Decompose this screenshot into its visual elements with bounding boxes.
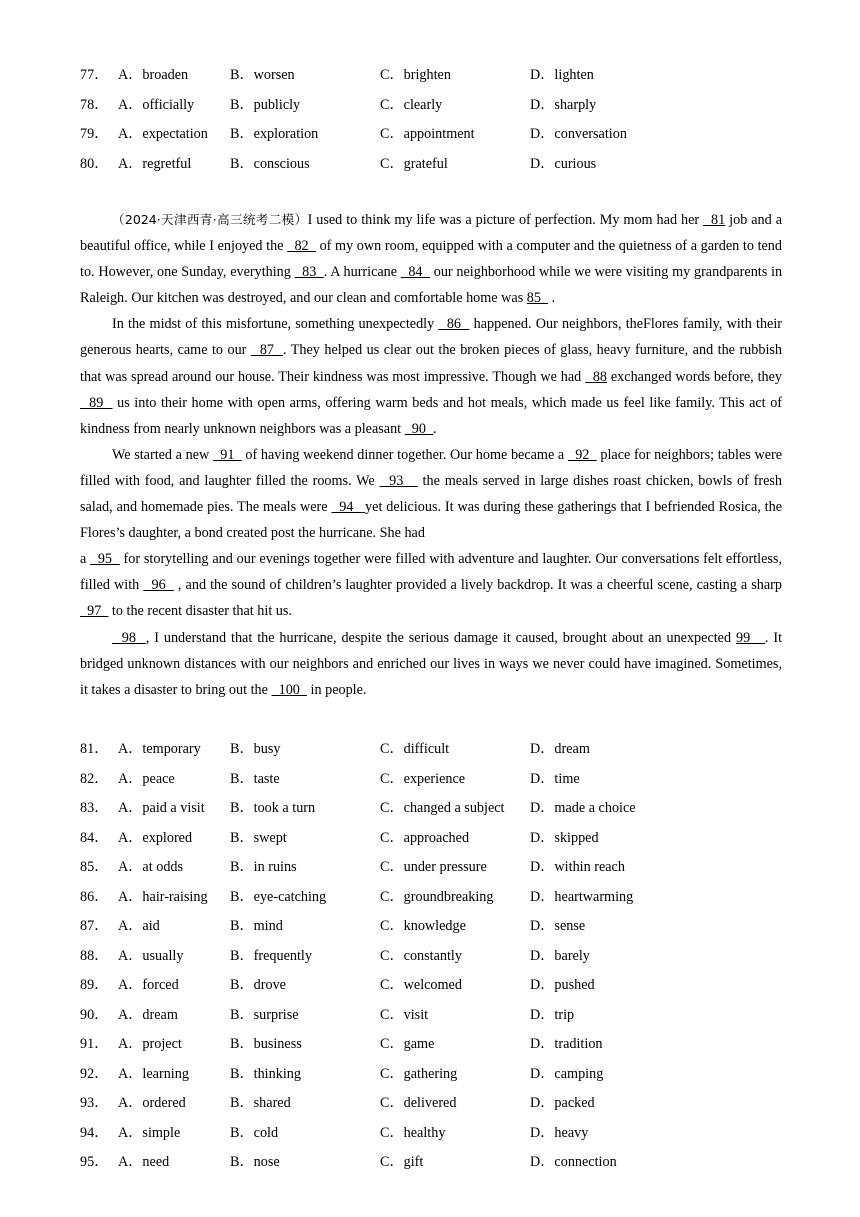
- question-options-row: [80, 1001, 780, 1031]
- cloze-passage: [80, 207, 782, 703]
- option-c: C．under pressure: [380, 859, 487, 875]
- text-run: I used to think my life was a picture of perfection. My mom had her: [307, 212, 704, 228]
- blank-93: 93: [379, 472, 418, 489]
- question-number: 89．: [80, 977, 109, 993]
- question-number: 87．: [80, 918, 109, 934]
- question-options-row: [80, 942, 780, 972]
- text-run: exchanged words before, they: [607, 368, 783, 385]
- text-run: us into their home with open arms, offering warm beds and hot meals, which made us feel like family. This act of kindness from nearly unknown neighbors was a pleasant: [80, 394, 783, 437]
- question-number: 81．: [80, 741, 109, 757]
- option-d: D．made a choice: [530, 800, 636, 816]
- option-c: C．experience: [380, 770, 466, 787]
- blank-85: 85: [526, 290, 549, 307]
- option-a: A．at odds: [118, 859, 184, 875]
- text-run: In the midst of this misfortune, something unexpectedly: [112, 316, 439, 333]
- options-top: [80, 61, 780, 179]
- question-options-row: [80, 971, 780, 1001]
- option-a: A．learning: [118, 1065, 189, 1082]
- paragraph-3-continued: [80, 546, 782, 624]
- text-run: We started a new: [112, 446, 213, 463]
- question-options-row: [80, 853, 780, 883]
- option-b: B．nose: [230, 1154, 280, 1170]
- question-options-row: [80, 883, 780, 913]
- question-options-row: [80, 1030, 780, 1060]
- blank-89: 89: [80, 394, 113, 411]
- question-number: 91．: [80, 1036, 109, 1052]
- option-a: A．forced: [118, 977, 179, 993]
- option-b: B．took a turn: [230, 800, 316, 816]
- option-a: A．broaden: [118, 67, 189, 83]
- text-run: our neighborhood while we were visiting my grandparents in Raleigh. Our kitchen was destroyed, and our clean and comfortable home was: [80, 264, 783, 307]
- question-options-row: [80, 1119, 780, 1149]
- text-run: yet delicious. It was during these gatherings that I befriended Rosica, the Flores’s daughter, a bond created post the hurricane. She had: [80, 499, 782, 542]
- option-d: D．sense: [530, 918, 586, 934]
- blank-99: 99: [735, 629, 765, 646]
- option-d: D．heartwarming: [530, 888, 634, 905]
- question-options-row: [80, 61, 780, 91]
- question-options-row: [80, 120, 780, 150]
- question-number: 90．: [80, 1006, 109, 1023]
- option-c: C．groundbreaking: [380, 888, 494, 905]
- option-d: D．trip: [530, 1006, 575, 1023]
- text-run: , I understand that the hurricane, despite the serious damage it caused, brought about an unexpected: [145, 629, 736, 646]
- option-a: A．expectation: [118, 126, 208, 142]
- question-number: 94．: [80, 1124, 109, 1141]
- option-b: B．exploration: [230, 126, 319, 142]
- text-run: . It bridged unknown distances with our neighbors and enriched our lives in ways we never could have imagined. Sometimes, it takes a disaster to bring out the: [80, 629, 783, 698]
- text-run: to the recent disaster that hit us.: [108, 603, 292, 620]
- text-run: .: [433, 420, 437, 437]
- option-a: A．dream: [118, 1006, 178, 1023]
- text-run: place for neighbors; tables were filled with food, and laughter filled the rooms. We: [80, 446, 783, 489]
- option-a: A．simple: [118, 1124, 181, 1141]
- text-run: . They helped us clear out the broken pieces of glass, heavy furniture, and the rubbish that was spread around our house. Their kindness was most impressive. Though we had: [80, 342, 783, 385]
- option-c: C．approached: [380, 829, 470, 846]
- question-number: 82．: [80, 770, 109, 787]
- option-d: D．barely: [530, 947, 590, 964]
- paragraph-3: [80, 442, 782, 546]
- source-label: （2024·天津西青·高三统考二模）: [112, 212, 308, 227]
- option-a: A．regretful: [118, 155, 192, 172]
- blank-97: 97: [80, 603, 109, 620]
- text-run: of having weekend dinner together. Our home became a: [241, 446, 568, 463]
- paragraph-2: [80, 311, 782, 441]
- question-options-row: [80, 824, 780, 854]
- text-run: . A hurricane: [323, 264, 401, 281]
- option-d: D．lighten: [530, 67, 594, 83]
- option-a: A．usually: [118, 947, 184, 964]
- blank-82: 82: [287, 238, 316, 255]
- option-c: C．difficult: [380, 741, 450, 757]
- paragraph-1: [80, 207, 782, 311]
- question-number: 83．: [80, 800, 109, 816]
- option-a: A．need: [118, 1154, 170, 1170]
- option-c: C．knowledge: [380, 918, 466, 934]
- question-options-row: [80, 1060, 780, 1090]
- option-c: C．visit: [380, 1006, 429, 1023]
- question-options-row: [80, 735, 780, 765]
- blank-87: 87: [250, 342, 283, 359]
- question-number: 92．: [80, 1065, 109, 1082]
- question-number: 88．: [80, 947, 109, 964]
- option-a: A．hair-raising: [118, 888, 208, 905]
- option-d: D．curious: [530, 155, 597, 172]
- option-d: D．pushed: [530, 977, 595, 993]
- option-c: C．game: [380, 1036, 435, 1052]
- option-b: B．busy: [230, 741, 281, 757]
- text-run: for storytelling and our evenings together were filled with adventure and laughter. Our conversations felt effortless, filled with: [80, 551, 782, 594]
- question-options-row: [80, 91, 780, 121]
- question-number: 77．: [80, 67, 109, 83]
- option-a: A．officially: [118, 96, 195, 113]
- text-run: the meals served in large dishes roast chicken, bowls of fresh salad, and homemade pies. The meals were: [80, 472, 782, 516]
- question-number: 86．: [80, 888, 109, 905]
- option-c: C．gift: [380, 1154, 424, 1170]
- blank-88: 88: [585, 368, 608, 385]
- option-a: A．aid: [118, 918, 160, 934]
- option-b: B．publicly: [230, 96, 301, 113]
- question-number: 80．: [80, 155, 109, 172]
- blank-92: 92: [567, 446, 597, 463]
- question-number: 78．: [80, 96, 109, 113]
- option-b: B．frequently: [230, 947, 312, 964]
- text-run: a: [80, 551, 91, 568]
- question-options-row: [80, 1089, 780, 1119]
- option-a: A．explored: [118, 829, 193, 846]
- option-c: C．welcomed: [380, 977, 462, 993]
- blank-86: 86: [438, 316, 470, 333]
- option-b: B．shared: [230, 1095, 291, 1111]
- question-number: 79．: [80, 126, 109, 142]
- option-d: D．conversation: [530, 126, 627, 142]
- option-c: C．healthy: [380, 1124, 446, 1141]
- option-b: B．mind: [230, 918, 283, 934]
- option-c: C．delivered: [380, 1095, 457, 1111]
- option-b: B．worsen: [230, 67, 295, 83]
- question-number: 93．: [80, 1095, 109, 1111]
- option-b: B．swept: [230, 829, 287, 846]
- option-b: B．thinking: [230, 1065, 301, 1082]
- option-c: C．changed a subject: [380, 800, 505, 816]
- question-options-row: [80, 150, 780, 180]
- option-b: B．eye-catching: [230, 888, 327, 905]
- option-c: C．appointment: [380, 126, 475, 142]
- option-d: D．connection: [530, 1154, 617, 1170]
- text-run: in people.: [306, 681, 367, 698]
- option-c: C．constantly: [380, 947, 462, 964]
- option-d: D．camping: [530, 1065, 604, 1082]
- blank-84: 84: [400, 264, 430, 281]
- blank-96: 96: [143, 577, 174, 594]
- option-b: B．drove: [230, 977, 286, 993]
- text-run: .: [548, 290, 556, 307]
- text-run: of my own room, equipped with a computer and the quietness of a garden to tend to. However, one Sunday, everything: [80, 238, 782, 281]
- blank-90: 90: [404, 420, 434, 437]
- blank-81: 81: [703, 212, 726, 228]
- option-d: D．dream: [530, 741, 590, 757]
- question-number: 85．: [80, 859, 109, 875]
- option-a: A．peace: [118, 770, 175, 787]
- blank-95: 95: [90, 551, 120, 568]
- option-b: B．in ruins: [230, 859, 297, 875]
- option-c: C．grateful: [380, 155, 448, 172]
- option-d: D．within reach: [530, 859, 625, 875]
- option-d: D．heavy: [530, 1124, 589, 1141]
- option-a: A．ordered: [118, 1095, 186, 1111]
- question-options-row: [80, 765, 780, 795]
- question-options-row: [80, 794, 780, 824]
- option-d: D．time: [530, 770, 580, 787]
- blank-91: 91: [212, 446, 242, 463]
- text-run: job and a beautiful office, while I enjoyed the: [80, 212, 783, 255]
- option-d: D．sharply: [530, 96, 597, 113]
- blank-100: 100: [271, 681, 307, 698]
- option-a: A．project: [118, 1036, 182, 1052]
- option-d: D．tradition: [530, 1036, 603, 1052]
- text-run: , and the sound of children’s laughter provided a lively backdrop. It was a cheerful scene, casting a sharp: [173, 577, 782, 594]
- option-c: C．clearly: [380, 96, 443, 113]
- blank-94: 94: [331, 499, 366, 516]
- option-c: C．gathering: [380, 1065, 458, 1082]
- option-d: D．packed: [530, 1095, 595, 1111]
- paragraph-4: [80, 625, 782, 703]
- question-options-row: [80, 1148, 780, 1178]
- option-a: A．paid a visit: [118, 800, 205, 816]
- option-a: A．temporary: [118, 741, 201, 757]
- option-c: C．brighten: [380, 67, 451, 83]
- blank-98: 98: [112, 629, 146, 646]
- text-run: happened. Our neighbors, theFlores family, with their generous hearts, came to our: [80, 316, 783, 359]
- question-number: 84．: [80, 829, 109, 846]
- options-bottom: [80, 735, 780, 1178]
- option-b: B．taste: [230, 770, 280, 787]
- option-b: B．conscious: [230, 155, 310, 172]
- question-number: 95．: [80, 1154, 109, 1170]
- option-b: B．surprise: [230, 1006, 299, 1023]
- question-options-row: [80, 912, 780, 942]
- option-b: B．cold: [230, 1124, 279, 1141]
- blank-83: 83: [294, 264, 324, 281]
- option-d: D．skipped: [530, 829, 599, 846]
- option-b: B．business: [230, 1036, 302, 1052]
